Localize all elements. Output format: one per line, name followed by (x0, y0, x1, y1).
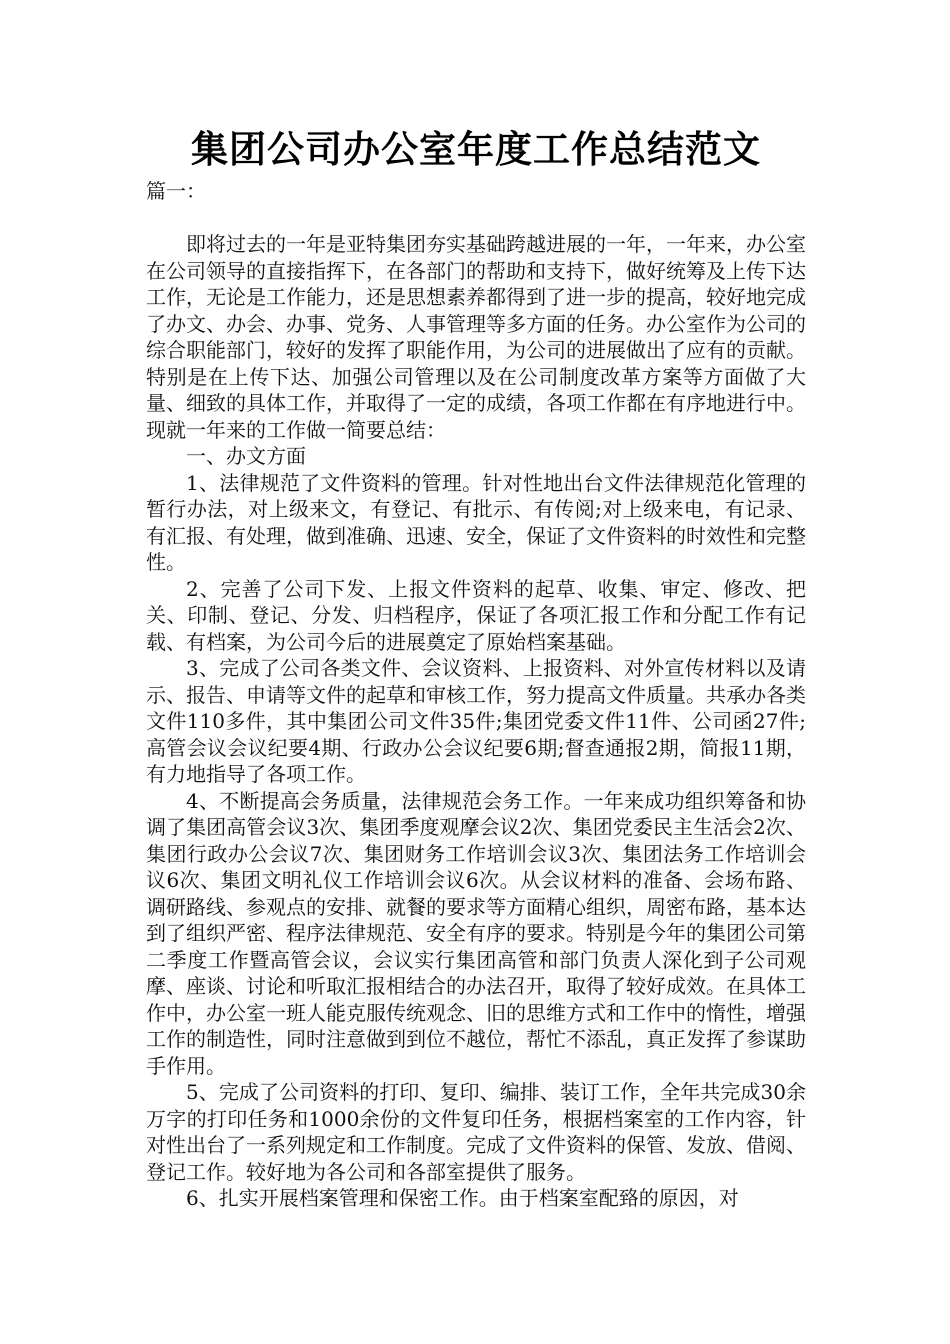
document-page (146, 122, 806, 1212)
section-label: 篇一： (146, 179, 206, 203)
paragraph-item-2: 2、完善了公司下发、上报文件资料的起草、收集、审定、修改、把关、印制、登记、分发、归档程序，保证了各项汇报工作和分配工作有记载、有档案，为公司今后的进展奠定了原始档案基础。 (146, 576, 806, 654)
paragraph-item-1: 1、法律规范了文件资料的管理。针对性地出台文件法律规范化管理的暂行办法，对上级来文，有登记、有批示、有传阅;对上级来电，有记录、有汇报、有处理，做到准确、迅速、安全，保证了文件资料的时效性和完整性。 (146, 470, 806, 574)
heading-office-documents: 一、办文方面 (186, 444, 306, 468)
paragraph-item-5: 5、完成了公司资料的打印、复印、编排、装订工作，全年共完成30余万字的打印任务和1000余份的文件复印任务，根据档案室的工作内容，针对性出台了一系列规定和工作制度。完成了文件资料的保管、发放、借阅、登记工作。较好地为各公司和各部室提供了服务。 (146, 1080, 806, 1184)
paragraph-item-3: 3、完成了公司各类文件、会议资料、上报资料、对外宣传材料以及请示、报告、申请等文件的起草和审核工作，努力提高文件质量。共承办各类文件110多件，其中集团公司文件35件;集团党委文件11件、公司函27件;高管会议会议纪要4期、行政办公会议纪要6期;督查通报2期，简报11期，有力地指导了各项工作。 (146, 656, 806, 786)
paragraph-item-6: 6、扎实开展档案管理和保密工作。由于档案室配臵的原因，对 (186, 1186, 739, 1210)
document-title: 集团公司办公室年度工作总结范文 (191, 128, 761, 171)
paragraph-item-4: 4、不断提高会务质量，法律规范会务工作。一年来成功组织筹备和协调了集团高管会议3次、集团季度观摩会议2次、集团党委民主生活会2次、集团行政办公会议7次、集团财务工作培训会议3次、集团法务工作培训会议6次、集团文明礼仪工作培训会议6次。从会议材料的准备、会场布路、调研路线、参观点的安排、就餐的要求等方面精心组织，周密布路，基本达到了组织严密、程序法律规范、安全有序的要求。特别是今年的集团公司第二季度工作暨高管会议，会议实行集团高管和部门负责人深化到子公司观摩、座谈、讨论和听取汇报相结合的办法召开，取得了较好成效。在具体工作中，办公室一班人能克服传统观念、旧的思维方式和工作中的惰性，增强工作的制造性，同时注意做到到位不越位，帮忙不添乱，真正发挥了参谋助手作用。 (146, 788, 806, 1078)
blank-line (146, 205, 806, 232)
paragraph-intro: 即将过去的一年是亚特集团夯实基础跨越进展的一年，一年来，办公室在公司领导的直接指挥下，在各部门的帮助和支持下，做好统筹及上传下达工作，无论是工作能力，还是思想素养都得到了进一步的提高，较好地完成了办文、办会、办事、党务、人事管理等多方面的任务。办公室作为公司的综合职能部门，较好的发挥了职能作用，为公司的进展做出了应有的贡献。特别是在上传下达、加强公司管理以及在公司制度改革方案等方面做了大量、细致的具体工作，并取得了一定的成绩，各项工作都在有序地进行中。现就一年来的工作做一简要总结： (146, 232, 806, 442)
